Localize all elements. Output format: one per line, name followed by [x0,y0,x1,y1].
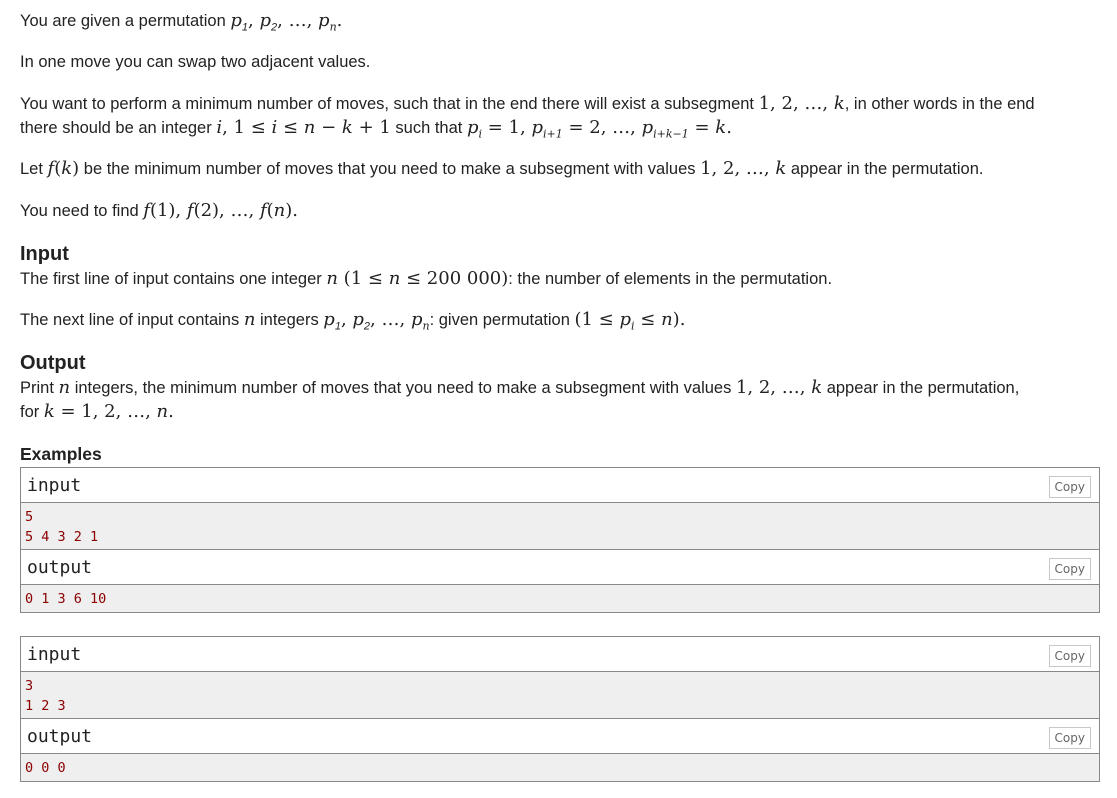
output-label: output [27,726,93,747]
input-line-2: The next line of input contains n integers $p_1$, $p_2$, …, $p_n$: given permutation $(1 \le p_i \le n)$. [20,309,686,333]
example-2 [20,636,1100,782]
output-section-title: Output [20,352,86,374]
example-2-output-header [21,719,1099,754]
statement-line-5: Let f(k) be the minimum number of moves that you need to make a subsegment with values 1, 2, …, k appear in the permutation. [20,158,984,179]
input-label: input [27,475,82,496]
example-1-input-header [21,468,1099,503]
output-line-2: for k = 1, 2, …, n. [20,401,174,422]
example-2-output-body: 0 0 0 [21,754,1099,781]
output-label: output [27,557,93,578]
example-1 [20,467,1100,613]
statement-line-1: You are given a permutation $p_1$, $p_2$, …, $p_n$. [20,10,343,34]
statement-line-6: You need to find f(1), f(2), …, f(n). [20,200,298,221]
example-1-input-body: 5 5 4 3 2 1 [21,503,1099,550]
statement-line-2: In one move you can swap two adjacent values. [20,53,371,71]
output-line-1: Print n integers, the minimum number of moves that you need to make a subsegment with values 1, 2, …, k appear in the permutation, [20,377,1020,398]
copy-button[interactable]: Copy [1049,727,1091,749]
input-label: input [27,644,82,665]
copy-button[interactable]: Copy [1049,476,1091,498]
input-line-1: The first line of input contains one integer n (1 ≤ n ≤ 200 000): the number of elements in the permutation. [20,268,833,289]
example-2-input-body: 3 1 2 3 [21,672,1099,719]
examples-title: Examples [20,444,102,464]
example-1-output-body: 0 1 3 6 10 [21,585,1099,612]
statement-line-4: there should be an integer i, 1 ≤ i ≤ n − k + 1 such that $p_i = 1$, $p_{i+1} = 2$, …, $p_{i+k-1} = k$. [20,117,732,141]
copy-button[interactable]: Copy [1049,645,1091,667]
statement-line-3: You want to perform a minimum number of moves, such that in the end there will exist a subsegment 1, 2, …, k, in other words in the end [20,93,1035,114]
example-1-output-header [21,550,1099,585]
example-2-input-header [21,637,1099,672]
input-section-title: Input [20,243,69,265]
copy-button[interactable]: Copy [1049,558,1091,580]
